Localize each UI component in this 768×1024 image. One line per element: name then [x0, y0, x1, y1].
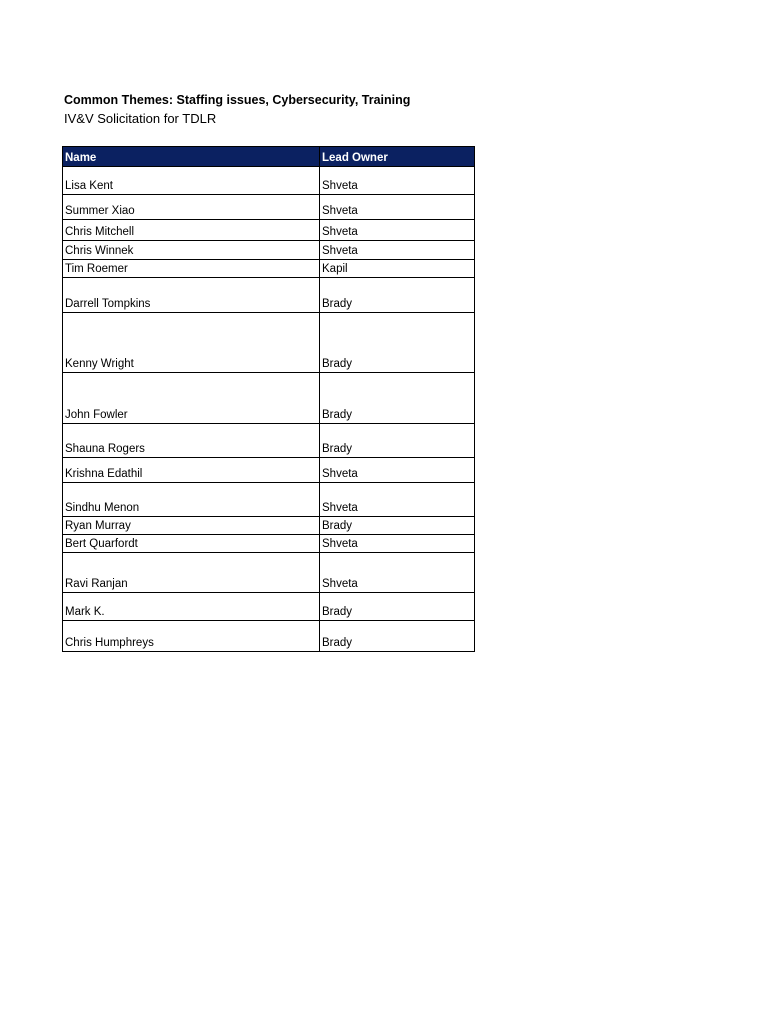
- cell-name: Darrell Tompkins: [63, 278, 320, 313]
- cell-name: Sindhu Menon: [63, 483, 320, 517]
- cell-lead-owner: Brady: [320, 278, 475, 313]
- cell-name: Chris Winnek: [63, 241, 320, 260]
- owners-table: [62, 146, 475, 652]
- table-row: [63, 517, 475, 535]
- cell-name: Ryan Murray: [63, 517, 320, 535]
- cell-name: Lisa Kent: [63, 167, 320, 195]
- table-row: [63, 241, 475, 260]
- cell-lead-owner: Brady: [320, 313, 475, 373]
- cell-name: Kenny Wright: [63, 313, 320, 373]
- table-row: [63, 373, 475, 424]
- table-row: [63, 535, 475, 553]
- cell-name: Shauna Rogers: [63, 424, 320, 458]
- cell-name: John Fowler: [63, 373, 320, 424]
- cell-lead-owner: Brady: [320, 424, 475, 458]
- table-row: [63, 260, 475, 278]
- table-row: [63, 278, 475, 313]
- cell-name: Krishna Edathil: [63, 458, 320, 483]
- cell-name: Bert Quarfordt: [63, 535, 320, 553]
- table-row: [63, 458, 475, 483]
- cell-lead-owner: Brady: [320, 593, 475, 621]
- cell-lead-owner: Shveta: [320, 195, 475, 220]
- page-title: Common Themes: Staffing issues, Cybersecurity, Training: [64, 93, 411, 107]
- column-header-name: Name: [63, 147, 320, 167]
- table-row: [63, 195, 475, 220]
- cell-lead-owner: Shveta: [320, 220, 475, 241]
- table-row: [63, 220, 475, 241]
- cell-name: Chris Humphreys: [63, 621, 320, 652]
- cell-lead-owner: Shveta: [320, 167, 475, 195]
- cell-lead-owner: Shveta: [320, 535, 475, 553]
- cell-lead-owner: Brady: [320, 373, 475, 424]
- cell-lead-owner: Shveta: [320, 241, 475, 260]
- cell-name: Mark K.: [63, 593, 320, 621]
- table-row: [63, 313, 475, 373]
- table-row: [63, 553, 475, 593]
- cell-name: Chris Mitchell: [63, 220, 320, 241]
- table-row: [63, 621, 475, 652]
- cell-name: Summer Xiao: [63, 195, 320, 220]
- cell-lead-owner: Shveta: [320, 458, 475, 483]
- table-row: [63, 593, 475, 621]
- cell-lead-owner: Kapil: [320, 260, 475, 278]
- cell-lead-owner: Brady: [320, 517, 475, 535]
- table-row: [63, 167, 475, 195]
- cell-name: Tim Roemer: [63, 260, 320, 278]
- cell-lead-owner: Shveta: [320, 553, 475, 593]
- table-header-row: [63, 147, 475, 167]
- table-row: [63, 424, 475, 458]
- cell-lead-owner: Shveta: [320, 483, 475, 517]
- page-subtitle: IV&V Solicitation for TDLR: [64, 111, 217, 126]
- table-row: [63, 483, 475, 517]
- cell-lead-owner: Brady: [320, 621, 475, 652]
- column-header-lead-owner: Lead Owner: [320, 147, 475, 167]
- cell-name: Ravi Ranjan: [63, 553, 320, 593]
